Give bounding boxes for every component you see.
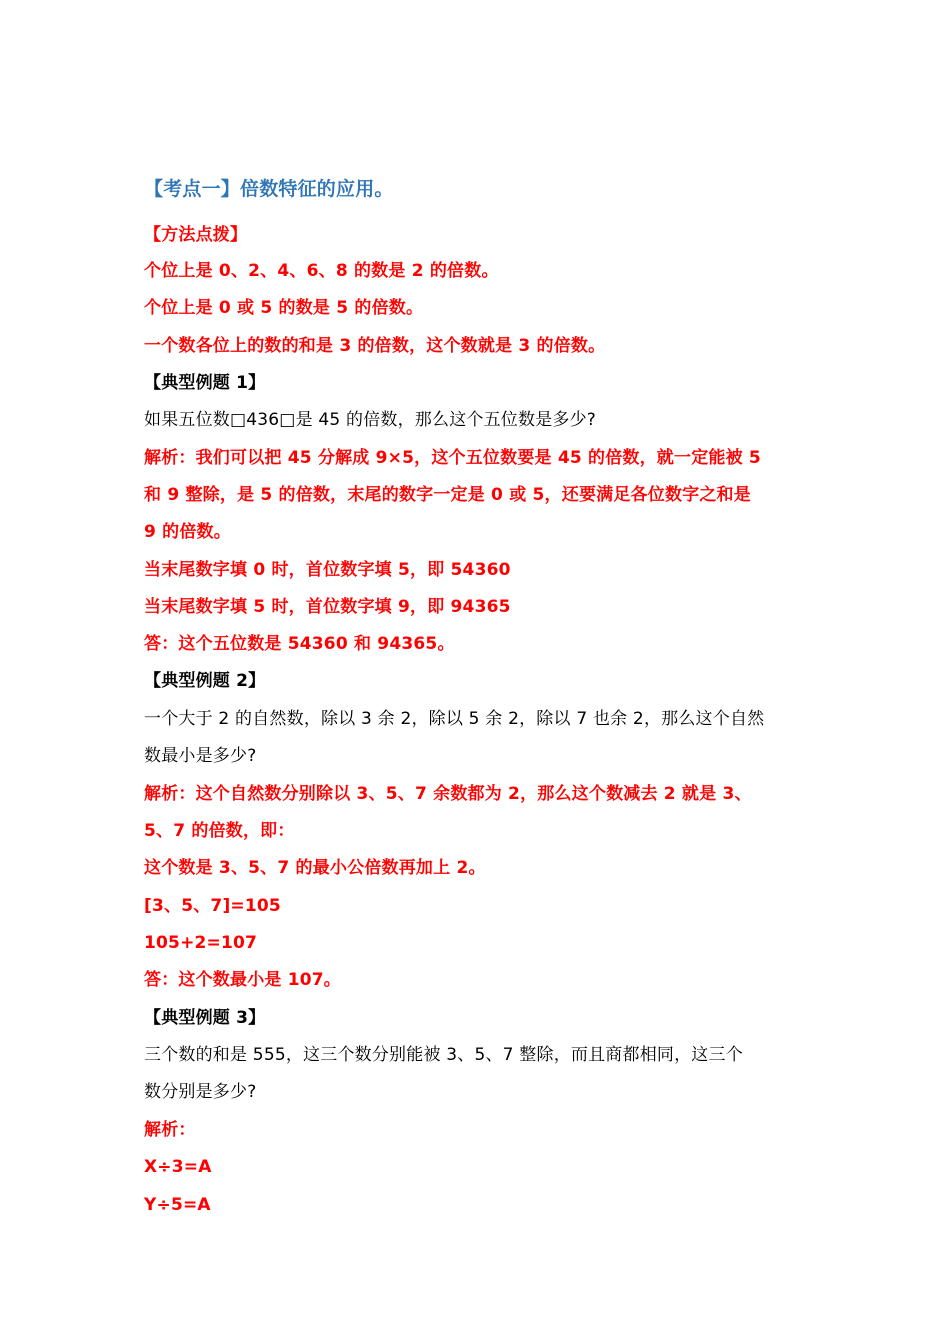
example1-label: 【典型例题 1】 [144,373,266,393]
example3-analysis-line: X÷3=A [144,1157,212,1177]
example2-question-line: 数最小是多少? [144,746,257,766]
example1-analysis-line: 和 9 整除，是 5 的倍数，末尾的数字一定是 0 或 5，还要满足各位数字之和是 [144,485,751,505]
example2-analysis-line: 解析：这个自然数分别除以 3、5、7 余数都为 2，那么这个数减去 2 就是 3、 [144,784,752,804]
method-line: 一个数各位上的数的和是 3 的倍数，这个数就是 3 的倍数。 [144,336,606,356]
method-line: 个位上是 0、2、4、6、8 的数是 2 的倍数。 [144,261,499,281]
method-line: 个位上是 0 或 5 的数是 5 的倍数。 [144,298,424,318]
example2-analysis-line: [3、5、7]=105 [144,896,281,916]
example3-question-line: 数分别是多少? [144,1082,257,1102]
example2-analysis-line: 5、7 的倍数，即： [144,821,295,841]
example1-analysis-line: 解析：我们可以把 45 分解成 9×5，这个五位数要是 45 的倍数，就一定能被 5 [144,448,761,468]
example2-label: 【典型例题 2】 [144,671,266,691]
example2-analysis-line: 105+2=107 [144,933,258,953]
example3-question-line: 三个数的和是 555，这三个数分别能被 3、5、7 整除，而且商都相同，这三个 [144,1045,743,1065]
example1-analysis-line: 当末尾数字填 0 时，首位数字填 5，即 54360 [144,560,511,580]
example2-analysis-line: 这个数是 3、5、7 的最小公倍数再加上 2。 [144,858,486,878]
example2-answer: 答：这个数最小是 107。 [144,970,342,990]
example3-analysis-line: 解析： [144,1120,196,1140]
example3-analysis-line: Y÷5=A [144,1195,211,1215]
example2-question-line: 一个大于 2 的自然数，除以 3 余 2，除以 5 余 2，除以 7 也余 2，那么这个自然 [144,709,765,729]
section-title: 【考点一】倍数特征的应用。 [144,178,394,200]
example1-analysis-line: 当末尾数字填 5 时，首位数字填 9，即 94365 [144,597,511,617]
example1-question: 如果五位数□436□是 45 的倍数，那么这个五位数是多少? [144,410,597,430]
example1-analysis-line: 9 的倍数。 [144,522,231,542]
example1-answer: 答：这个五位数是 54360 和 94365。 [144,634,455,654]
method-label: 【方法点拨】 [144,225,248,245]
example3-label: 【典型例题 3】 [144,1008,266,1028]
